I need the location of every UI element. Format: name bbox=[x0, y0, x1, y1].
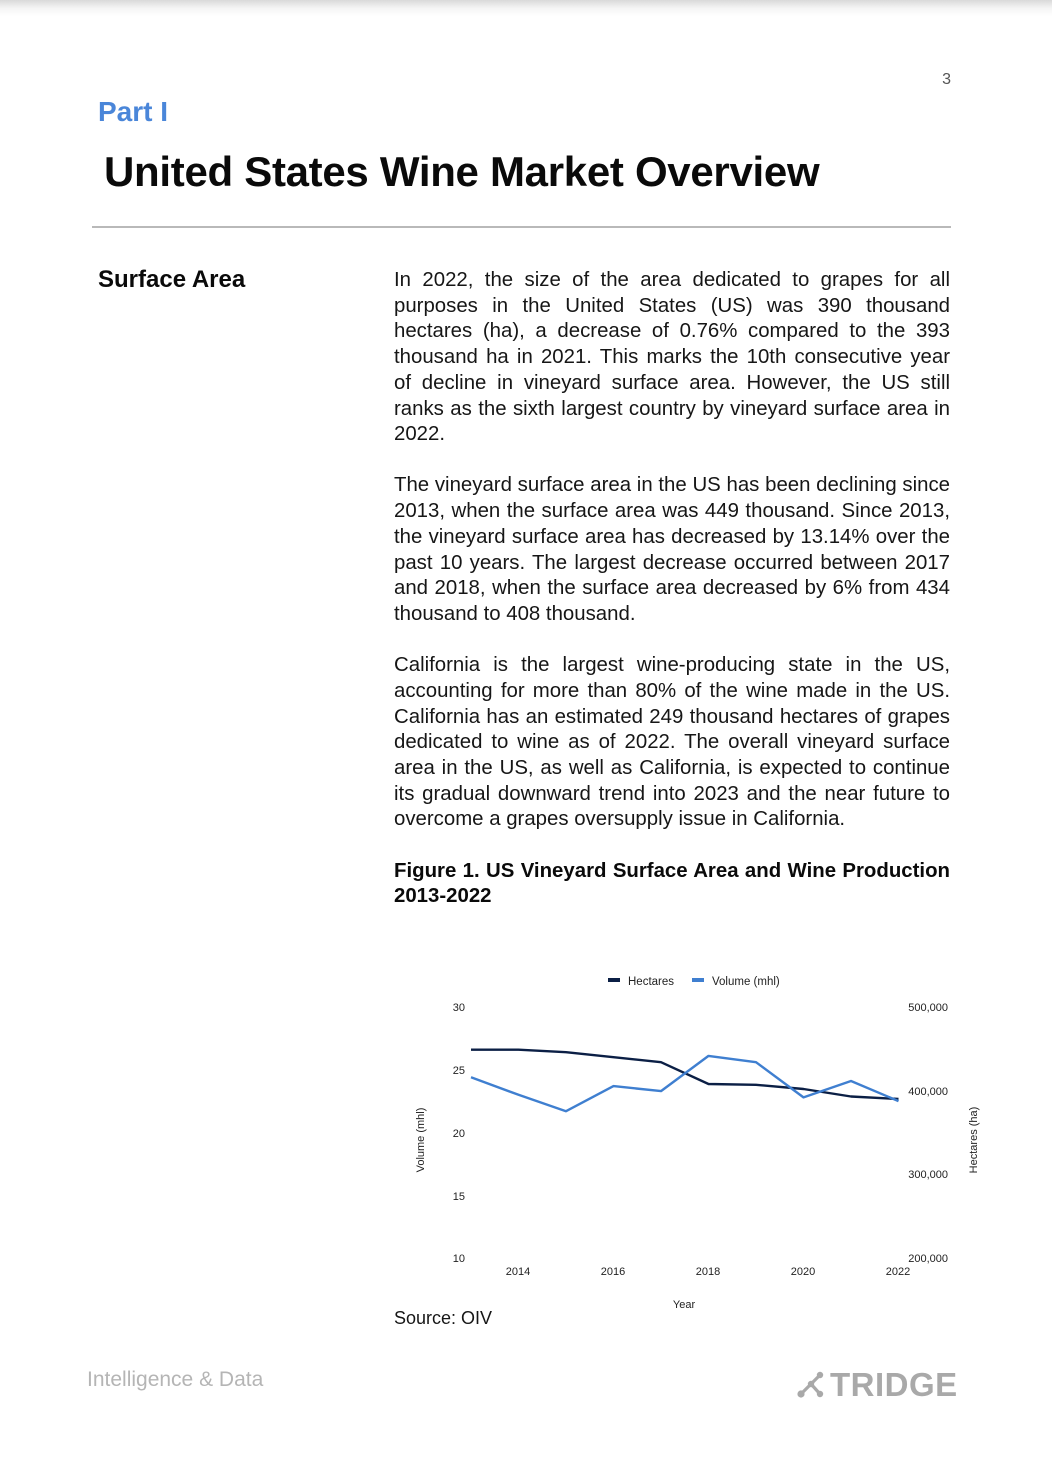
chart-legend bbox=[608, 976, 780, 988]
legend-swatch-volume bbox=[692, 978, 704, 982]
legend-swatch-hectares bbox=[608, 978, 620, 982]
legend-label-volume: Volume (mhl) bbox=[712, 976, 780, 988]
x-axis-ticks bbox=[506, 1266, 910, 1278]
right-tick: 300,000 bbox=[908, 1169, 948, 1181]
title-divider bbox=[92, 226, 951, 228]
x-tick: 2022 bbox=[885, 1266, 911, 1278]
x-axis-title: Year bbox=[672, 1299, 696, 1311]
legend-label-hectares: Hectares bbox=[628, 976, 675, 988]
right-axis-title: Hectares (ha) bbox=[968, 1106, 980, 1174]
brand-logo bbox=[796, 1366, 958, 1404]
page-number: 3 bbox=[942, 71, 951, 88]
section-heading: Surface Area bbox=[98, 266, 246, 293]
chart-svg bbox=[394, 962, 994, 1322]
paragraph: In 2022, the size of the area dedicated to grapes for all purposes in the United States (US) was 390 thousand hectares (ha), a decrease of 0.76% compared to the 393 thousand ha in 2021. This marks the 10th consecutive year of decline in vineyard surface area. However, the US still ranks as the sixth largest country by vineyard surface area in 2022. bbox=[394, 269, 950, 446]
paragraph: The vineyard surface area in the US has been declining since 2013, when the surface area was 449 thousand. Since 2013, the vineyard surface area has decreased by 13.14% over the past 10 years. The largest decrease occurred between 2017 and 2018, when the surface area decreased by 6% from 434 thousand to 408 thousand. bbox=[394, 474, 950, 625]
footer-tagline: Intelligence & Data bbox=[87, 1368, 264, 1391]
left-tick: 15 bbox=[452, 1191, 465, 1203]
left-tick: 30 bbox=[452, 1002, 465, 1014]
right-tick: 500,000 bbox=[908, 1002, 948, 1014]
top-shadow bbox=[0, 0, 1052, 16]
x-tick: 2016 bbox=[600, 1266, 626, 1278]
left-tick: 20 bbox=[452, 1128, 465, 1140]
page-title: United States Wine Market Overview bbox=[104, 148, 820, 195]
section-content bbox=[394, 268, 950, 910]
right-tick: 400,000 bbox=[908, 1086, 948, 1098]
left-tick: 25 bbox=[452, 1065, 465, 1077]
right-tick: 200,000 bbox=[908, 1253, 948, 1265]
right-axis-ticks bbox=[908, 1002, 948, 1265]
part-label: Part I bbox=[98, 96, 169, 127]
figure-source: Source: OIV bbox=[394, 1308, 493, 1328]
line-chart bbox=[394, 962, 994, 1322]
figure-caption: Figure 1. US Vineyard Surface Area and Wine Production 2013-2022 bbox=[394, 859, 950, 908]
left-axis-title: Volume (mhl) bbox=[415, 1107, 427, 1173]
network-nodes-icon bbox=[796, 1370, 826, 1400]
left-axis-ticks bbox=[453, 1002, 465, 1265]
x-tick: 2020 bbox=[790, 1266, 816, 1278]
left-tick: 10 bbox=[452, 1253, 465, 1265]
x-tick: 2014 bbox=[505, 1266, 531, 1278]
series-line-volume bbox=[471, 1056, 899, 1111]
paragraph: California is the largest wine-producing state in the US, accounting for more than 80% of the wine made in the US. California has an estimated 249 thousand hectares of grapes dedicated to wine as of 2022. The overall vineyard surface area in the US, as well as California, is expected to continue its gradual downward trend into 2023 and the near future to overcome a grapes oversupply issue in California. bbox=[394, 654, 950, 831]
x-tick: 2018 bbox=[695, 1266, 721, 1278]
brand-name: TRIDGE bbox=[830, 1366, 958, 1403]
